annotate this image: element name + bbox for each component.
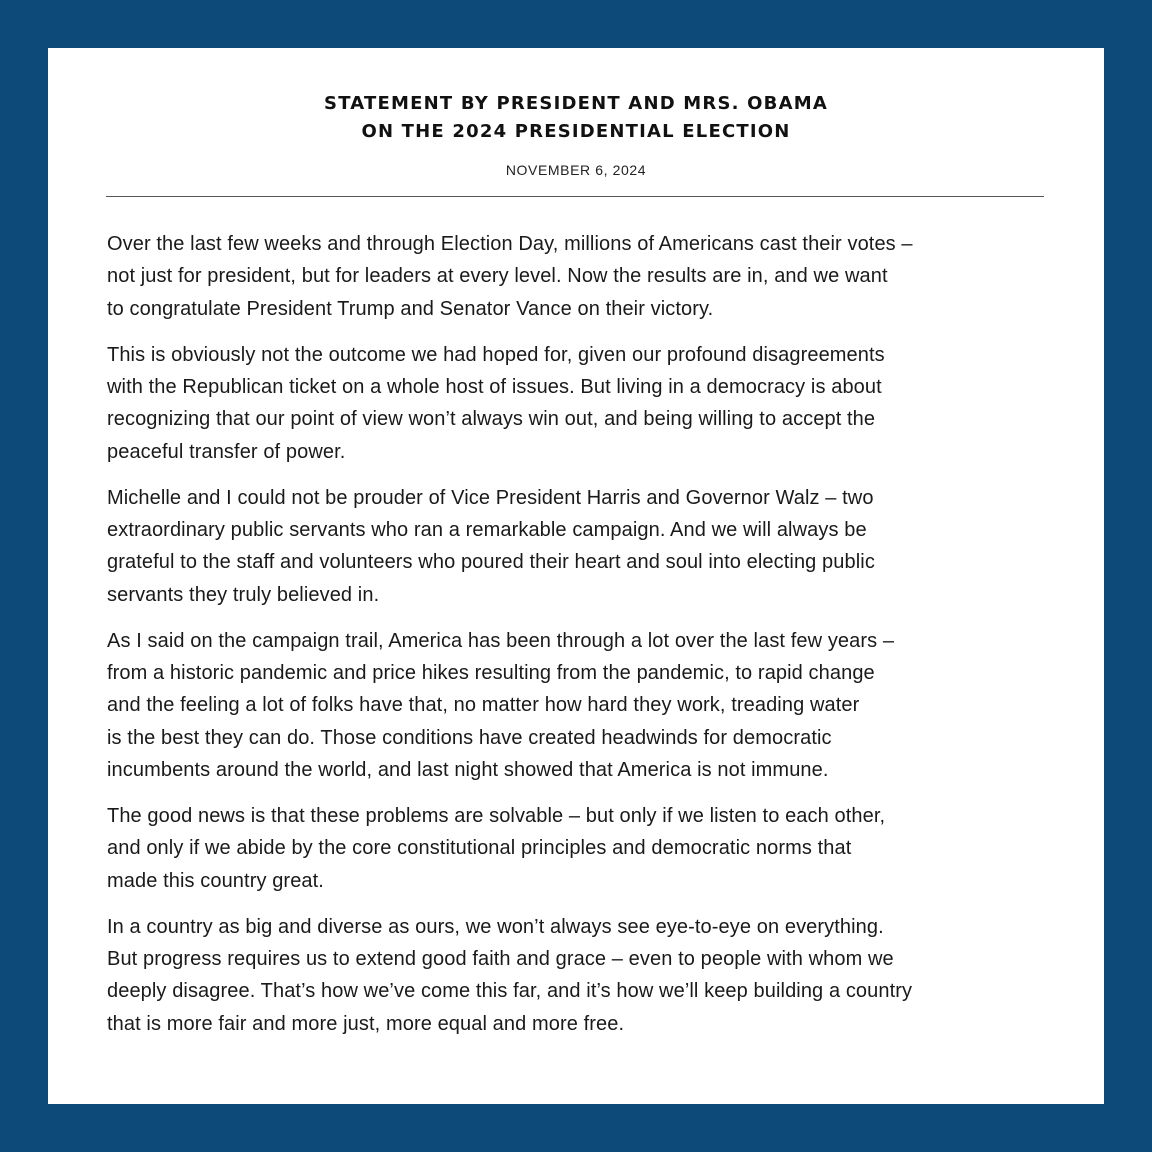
paragraph-line: with the Republican ticket on a whole host of issues. But living in a democracy is about	[107, 376, 882, 399]
paragraph-line: Michelle and I could not be prouder of Vice President Harris and Governor Walz – two	[107, 486, 874, 509]
paragraph-line: is the best they can do. Those conditions have created headwinds for democratic	[107, 726, 832, 749]
statement-paragraph	[107, 911, 1057, 1041]
paragraph-line: recognizing that our point of view won’t always win out, and being willing to accept the	[107, 408, 876, 431]
title-divider	[106, 196, 1044, 197]
paragraph-line: In a country as big and diverse as ours, we won’t always see eye-to-eye on everything.	[107, 915, 884, 938]
statement-paragraph	[107, 482, 1057, 612]
paragraph-line: from a historic pandemic and price hikes resulting from the pandemic, to rapid change	[107, 662, 875, 685]
statement-paragraph	[107, 625, 1057, 787]
statement-card	[48, 48, 1104, 1104]
paragraph-line: incumbents around the world, and last night showed that America is not immune.	[107, 759, 829, 782]
paragraph-line: grateful to the staff and volunteers who poured their heart and soul into electing public	[107, 551, 875, 574]
paragraph-line: to congratulate President Trump and Senator Vance on their victory.	[107, 297, 714, 320]
paragraph-line: This is obviously not the outcome we had hoped for, given our profound disagreements	[107, 343, 885, 366]
paragraph-line: servants they truly believed in.	[107, 583, 380, 606]
paragraph-line: peaceful transfer of power.	[107, 440, 346, 463]
statement-paragraph	[107, 800, 1057, 897]
paragraph-line: Over the last few weeks and through Election Day, millions of Americans cast their votes –	[107, 233, 913, 255]
statement-paragraph	[107, 228, 1057, 325]
statement-body	[107, 228, 1057, 1054]
paragraph-line: and only if we abide by the core constitutional principles and democratic norms that	[107, 837, 852, 860]
paragraph-line: extraordinary public servants who ran a remarkable campaign. And we will always be	[107, 519, 867, 542]
statement-date: NOVEMBER 6, 2024	[505, 162, 647, 178]
paragraph-line: and the feeling a lot of folks have that, no matter how hard they work, treading water	[107, 694, 860, 717]
statement-title-line-2: ON THE 2024 PRESIDENTIAL ELECTION	[361, 121, 791, 142]
paragraph-line: The good news is that these problems are solvable – but only if we listen to each other,	[107, 805, 886, 828]
paragraph-line: But progress requires us to extend good faith and grace – even to people with whom we	[107, 948, 894, 971]
statement-title-line-1: STATEMENT BY PRESIDENT AND MRS. OBAMA	[324, 93, 828, 114]
paragraph-line: As I said on the campaign trail, America has been through a lot over the last few years –	[107, 629, 895, 652]
statement-paragraph	[107, 339, 1057, 469]
statement-title	[48, 90, 1104, 146]
paragraph-line: that is more fair and more just, more equal and more free.	[107, 1012, 625, 1035]
paragraph-line: deeply disagree. That’s how we’ve come this far, and it’s how we’ll keep building a country	[107, 980, 913, 1003]
paragraph-line: not just for president, but for leaders at every level. Now the results are in, and we want	[107, 265, 888, 288]
paragraph-line: made this country great.	[107, 869, 324, 892]
